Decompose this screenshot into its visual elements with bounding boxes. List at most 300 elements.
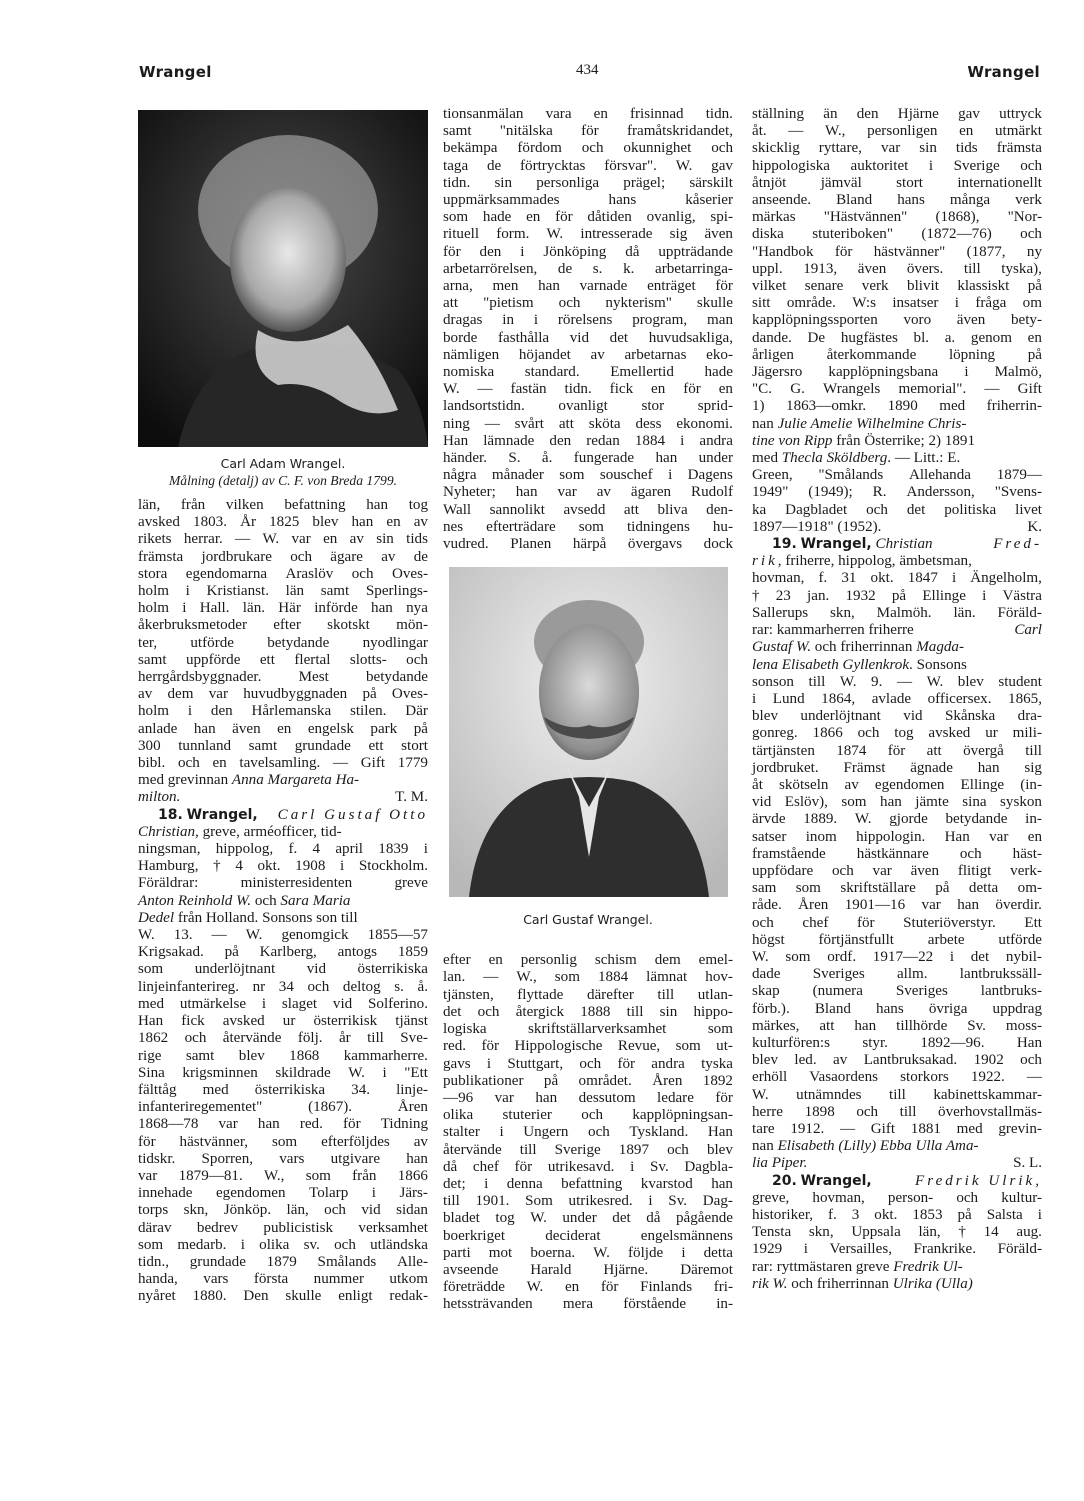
word: Lund [772, 690, 805, 707]
word: verk [1015, 192, 1042, 209]
word: i [964, 364, 969, 381]
caption-1 [138, 455, 428, 489]
word: många [949, 192, 991, 209]
word: infanteriregementet" [138, 1099, 263, 1116]
word: å. [417, 978, 428, 995]
word: internationellt [957, 174, 1042, 191]
text-line [752, 1104, 1042, 1121]
word: Vasaordens [809, 1069, 879, 1086]
p20-line-a [752, 1259, 1042, 1276]
text-line [138, 1099, 428, 1116]
signature: T. M. [395, 789, 428, 806]
word: handa, [138, 1271, 178, 1288]
text-line [443, 1004, 733, 1021]
word: stuterier [502, 1107, 552, 1124]
word: livet [1015, 501, 1042, 518]
word: Nyheter; [443, 484, 496, 501]
word: Sv. [668, 1193, 688, 1210]
word: Ängelholm, [970, 570, 1042, 587]
word: slaget [281, 995, 318, 1012]
word: dess [635, 415, 662, 432]
text-line [752, 588, 1042, 605]
word: ningsman, [138, 841, 201, 858]
text-line [443, 1021, 733, 1038]
word: Han [138, 1013, 164, 1030]
word: personligen [867, 123, 938, 140]
word: jan. [807, 587, 830, 604]
text-line [443, 1262, 733, 1279]
word: med [202, 1081, 229, 1098]
word: friherrin- [986, 398, 1042, 415]
word: och [177, 755, 200, 772]
word: Föräldrar: [138, 875, 199, 892]
word: blev [312, 514, 339, 531]
word: för [138, 1133, 156, 1150]
word: greve [394, 875, 428, 892]
word: parti [443, 1244, 471, 1261]
word: Dagbla- [684, 1158, 733, 1175]
text-line [752, 330, 1042, 347]
word: härpå [572, 536, 607, 553]
word: företrädde [443, 1279, 506, 1296]
word: W. [443, 381, 460, 398]
word: område. [786, 295, 836, 312]
word: kapplöpningsan- [632, 1107, 733, 1124]
word: Främst [843, 759, 886, 776]
word: i [484, 1175, 489, 1192]
word: (numera [812, 983, 863, 1000]
word: den [549, 432, 572, 449]
word: till [657, 986, 675, 1003]
text-line [138, 652, 428, 669]
text-line [443, 175, 733, 192]
word: april [335, 841, 364, 858]
word: 1912. [790, 1120, 825, 1137]
word: övergavs [627, 536, 683, 553]
word: Revue, [617, 1038, 661, 1055]
text-line [443, 1279, 733, 1296]
word: Han [707, 1124, 733, 1141]
word: Karlberg, [259, 944, 317, 961]
word: tidn. [443, 174, 471, 191]
page-number: 434 [576, 62, 599, 78]
word: Sperlings- [365, 583, 428, 600]
word: av [413, 1133, 428, 1150]
word: som [138, 1236, 164, 1253]
word: i [954, 295, 959, 312]
word: främsta [138, 548, 184, 565]
word: kvarstod [640, 1175, 693, 1192]
word: egendomen [215, 1185, 286, 1202]
word: tunnland [178, 737, 232, 754]
word: 1898 [804, 1103, 835, 1120]
word: nya [406, 600, 428, 617]
text-line [138, 1082, 428, 1099]
word: dem [654, 952, 681, 969]
word: W. [348, 1064, 365, 1081]
word: engelsmännens [640, 1227, 733, 1244]
word: som [675, 1038, 701, 1055]
word: in- [1025, 811, 1042, 828]
col3-paragraph-e [752, 1190, 1042, 1259]
text-line [752, 863, 1042, 880]
word: till [889, 1086, 906, 1103]
word: då [646, 1210, 661, 1227]
word: en [1027, 329, 1042, 346]
word: 9. [871, 673, 883, 690]
word: tjänst [395, 1013, 428, 1030]
word: fördom [517, 140, 562, 157]
text-line [138, 549, 428, 566]
text-line [752, 949, 1042, 966]
word: jämväl [820, 174, 862, 191]
word: för [481, 1038, 500, 1055]
word: Versailles, [829, 1241, 892, 1258]
word: frisinnad [629, 106, 684, 122]
word: sannolikt [489, 501, 545, 518]
text: från Österrike; 2) 1891 [832, 432, 975, 449]
text-line [138, 1254, 428, 1271]
word: jämte [915, 794, 949, 811]
word: hu- [712, 518, 733, 535]
word: aug. [1016, 1224, 1042, 1241]
word: nykterism" [605, 295, 672, 312]
word: ter, [138, 634, 158, 651]
word: 13. [173, 927, 193, 944]
word: därefter [586, 986, 634, 1003]
word: avsedd [563, 501, 606, 518]
word: R. [872, 484, 887, 501]
name: Magda- [916, 639, 964, 656]
text-line [752, 295, 1042, 312]
word: samt [320, 583, 350, 600]
word: vid [332, 995, 353, 1012]
word: tidn. [564, 381, 592, 398]
header-left: Wrangel [139, 63, 212, 81]
word: och [581, 1107, 604, 1124]
word: Dagens [687, 467, 733, 484]
word: klassiskt [957, 278, 1010, 295]
word: månader [491, 467, 544, 484]
word: och [857, 725, 880, 742]
word: skriftställare [840, 880, 916, 897]
word: till [808, 673, 826, 690]
word: jordbrukare [201, 548, 272, 565]
word: Skånska [944, 708, 996, 725]
word: att [819, 1017, 835, 1034]
text-line [443, 364, 733, 381]
col1-paragraph-2a [138, 841, 428, 893]
word: en [488, 952, 503, 969]
word: utnämndes [796, 1086, 862, 1103]
word: skriftställarverksamhet [528, 1021, 667, 1038]
word: i [949, 948, 955, 965]
word: red. [443, 1038, 467, 1055]
word: sina [962, 794, 987, 811]
word: var [494, 1089, 514, 1106]
word: betydande [267, 634, 330, 651]
word: av [596, 484, 611, 501]
word: sig [1024, 759, 1042, 776]
word: Stuteriöverstyr. [903, 914, 996, 931]
word: på [362, 686, 377, 703]
word: Jönköping [543, 243, 607, 260]
word: Västra [1002, 587, 1042, 604]
word: hovman, [812, 1189, 865, 1206]
word: och [866, 501, 888, 518]
word: Sallerups [752, 604, 809, 621]
word: deciderat [545, 1227, 601, 1244]
word: av [138, 686, 153, 703]
word: fråga [975, 295, 1007, 312]
word: underlöjtnant [194, 961, 276, 978]
word: i [668, 467, 673, 484]
word: detta [703, 1244, 733, 1261]
text-line [752, 140, 1042, 157]
text-line [443, 330, 733, 347]
text-line [752, 364, 1042, 381]
word: ägnade [910, 759, 953, 776]
text-line [443, 158, 733, 175]
word: dessutom [578, 1089, 636, 1106]
word: Sverige [554, 1141, 601, 1158]
word: satser [752, 828, 787, 845]
word: dem [167, 686, 194, 703]
word: tare [752, 1120, 775, 1137]
word: österrikiska [357, 961, 428, 978]
word: hästvänner" [873, 243, 946, 260]
text-line [752, 1190, 1042, 1207]
word: prägel; [623, 174, 666, 191]
word: varnade [579, 278, 628, 295]
text-line [138, 1134, 428, 1151]
word: park [370, 720, 398, 737]
word: — [788, 123, 804, 140]
text-line [752, 175, 1042, 192]
word: enträget [647, 278, 696, 295]
text-line [138, 514, 428, 531]
text-line [752, 1121, 1042, 1138]
wife1-line-b [752, 433, 1042, 450]
word: i [680, 432, 685, 449]
word: för [600, 1279, 619, 1296]
word: fick [181, 1013, 205, 1030]
word: Jägersro [752, 364, 803, 381]
signature: S. L. [1013, 1155, 1042, 1172]
word: i [261, 995, 267, 1012]
word: av [590, 346, 605, 363]
text-line [443, 209, 733, 226]
word: förb.). [752, 1000, 790, 1017]
portrait-1-drawing [138, 110, 428, 447]
word: med [138, 995, 164, 1012]
word: betydande [945, 811, 1008, 828]
entry-20-head [752, 1173, 1042, 1190]
word: 31 [841, 570, 857, 587]
word: blev [706, 1141, 733, 1158]
word: publicistisk [263, 1219, 333, 1236]
text-line [443, 106, 733, 123]
word: verksamhet [358, 1219, 428, 1236]
word: en [959, 123, 974, 140]
word: tidn. [705, 106, 733, 122]
word: bekämpa [443, 140, 498, 157]
entry-18-line2 [138, 824, 428, 841]
text-line [138, 858, 428, 875]
word: var [218, 1116, 238, 1133]
word: 1866 [812, 725, 843, 742]
name: Gustaf W. [752, 639, 811, 656]
word: flertal [294, 651, 331, 668]
word: 1884 [634, 432, 666, 449]
word: följ. [297, 1030, 323, 1047]
word: av [844, 776, 859, 793]
word: slotts- [349, 651, 387, 668]
word: Harald [530, 1261, 572, 1278]
word: Ungern [523, 1124, 569, 1141]
word: att [558, 415, 574, 432]
word: — [483, 969, 499, 986]
word: sprid- [697, 398, 733, 415]
entry-number: 19. [772, 536, 797, 553]
text-line [138, 1185, 428, 1202]
word: egendomarna [185, 565, 268, 582]
word: kammarherre. [343, 1047, 428, 1064]
text-line [443, 1038, 733, 1055]
word: 300 [138, 737, 161, 754]
word: lämnade [483, 432, 535, 449]
word: av [381, 548, 396, 565]
word: huvudbyggnaden [243, 686, 348, 703]
word: för [834, 243, 853, 260]
text-line [752, 1241, 1042, 1258]
word: Åren [798, 897, 829, 914]
word: Hall. [199, 600, 230, 617]
word: från [352, 1167, 377, 1184]
text-line [138, 1202, 428, 1219]
word: 34. [351, 1081, 371, 1098]
word: under [562, 1210, 597, 1227]
word: † [958, 1224, 966, 1241]
word: senare [804, 278, 844, 295]
caption-1-line-2: Målning (detalj) av C. F. von Breda 1799. [168, 473, 398, 488]
word: landsortstidn. [443, 398, 525, 415]
word: "Handbok [752, 243, 814, 260]
text-line [138, 617, 428, 634]
word: Allehanda [908, 467, 971, 484]
text-line [443, 467, 733, 484]
word: dra- [1017, 708, 1042, 725]
col2-paragraph-top [443, 106, 733, 553]
text: och [251, 892, 281, 909]
word: på [224, 944, 239, 961]
word: mera [562, 1296, 594, 1313]
word: för [555, 209, 573, 226]
word: Solferino. [368, 995, 428, 1012]
word: utländska [370, 1236, 428, 1253]
word: återgick [515, 1003, 565, 1020]
word: underlöjtnant [800, 708, 881, 725]
text-line [443, 398, 733, 415]
word: stilen. [349, 703, 387, 720]
word: W. [546, 226, 564, 243]
word: W. [245, 927, 263, 944]
word: sig [669, 226, 688, 243]
text: 1897—1918" (1952). [752, 518, 882, 535]
text-line [752, 1224, 1042, 1241]
word: det [970, 948, 990, 965]
word: Smålands [317, 1253, 377, 1270]
word: ovanlig, [646, 209, 696, 226]
text-line [443, 244, 733, 261]
word: han [655, 450, 678, 467]
word: politiska [944, 501, 997, 518]
entry-given-name: Christian [875, 536, 933, 553]
word: Dagbladet [785, 501, 848, 518]
word: Araslöv [285, 565, 334, 582]
word: till [626, 1003, 644, 1020]
word: 1902 [973, 1052, 1004, 1069]
word: det [612, 1210, 631, 1227]
word: var [557, 484, 577, 501]
name: tine von Ripp [752, 432, 833, 449]
word: i [371, 1185, 376, 1202]
word: (1867). [308, 1099, 353, 1116]
word: i [803, 1241, 808, 1258]
word: "Ett [404, 1064, 428, 1081]
word: han [957, 897, 980, 914]
word: andra [651, 1055, 685, 1072]
word: Bland [836, 192, 873, 209]
text-line [138, 1151, 428, 1168]
wife19-line-b [752, 1155, 1042, 1172]
entry-name: Wrangel, [800, 1172, 872, 1189]
word: stort [401, 737, 428, 754]
word: skildrade [275, 1064, 331, 1081]
word: storkors [900, 1069, 949, 1086]
text-line [138, 1048, 428, 1065]
word: nyåret [138, 1288, 176, 1305]
word: i [752, 690, 757, 707]
word: ut- [716, 1038, 733, 1055]
word: det [609, 329, 629, 346]
word: kultur- [1001, 1189, 1042, 1206]
word: även [956, 312, 986, 329]
word: Ellinge [960, 776, 1005, 793]
word: och [558, 295, 581, 312]
word: han [406, 1150, 428, 1167]
word: W. [752, 948, 769, 965]
word: 14 [983, 1224, 999, 1241]
word: stuteriboken" [812, 226, 894, 243]
entry-number: 20. [772, 1172, 797, 1189]
word: om- [1017, 880, 1042, 897]
word: emel- [698, 952, 733, 969]
text-line [752, 381, 1042, 398]
word: Sina [138, 1064, 165, 1081]
text-line [443, 1176, 733, 1193]
word: "Hästvännen" [823, 209, 908, 226]
word: åtnjöt [752, 174, 787, 191]
word: "Smålands [818, 467, 884, 484]
word: blev [957, 673, 984, 690]
entry-given-name: Fredrik Ulrik, [915, 1172, 1042, 1189]
word: Gift [870, 1120, 896, 1137]
word: anlade [138, 720, 178, 737]
name: Ulrika (Ulla) [892, 1275, 973, 1292]
word: Lantbruksakad. [863, 1052, 958, 1069]
word: in [502, 312, 514, 329]
